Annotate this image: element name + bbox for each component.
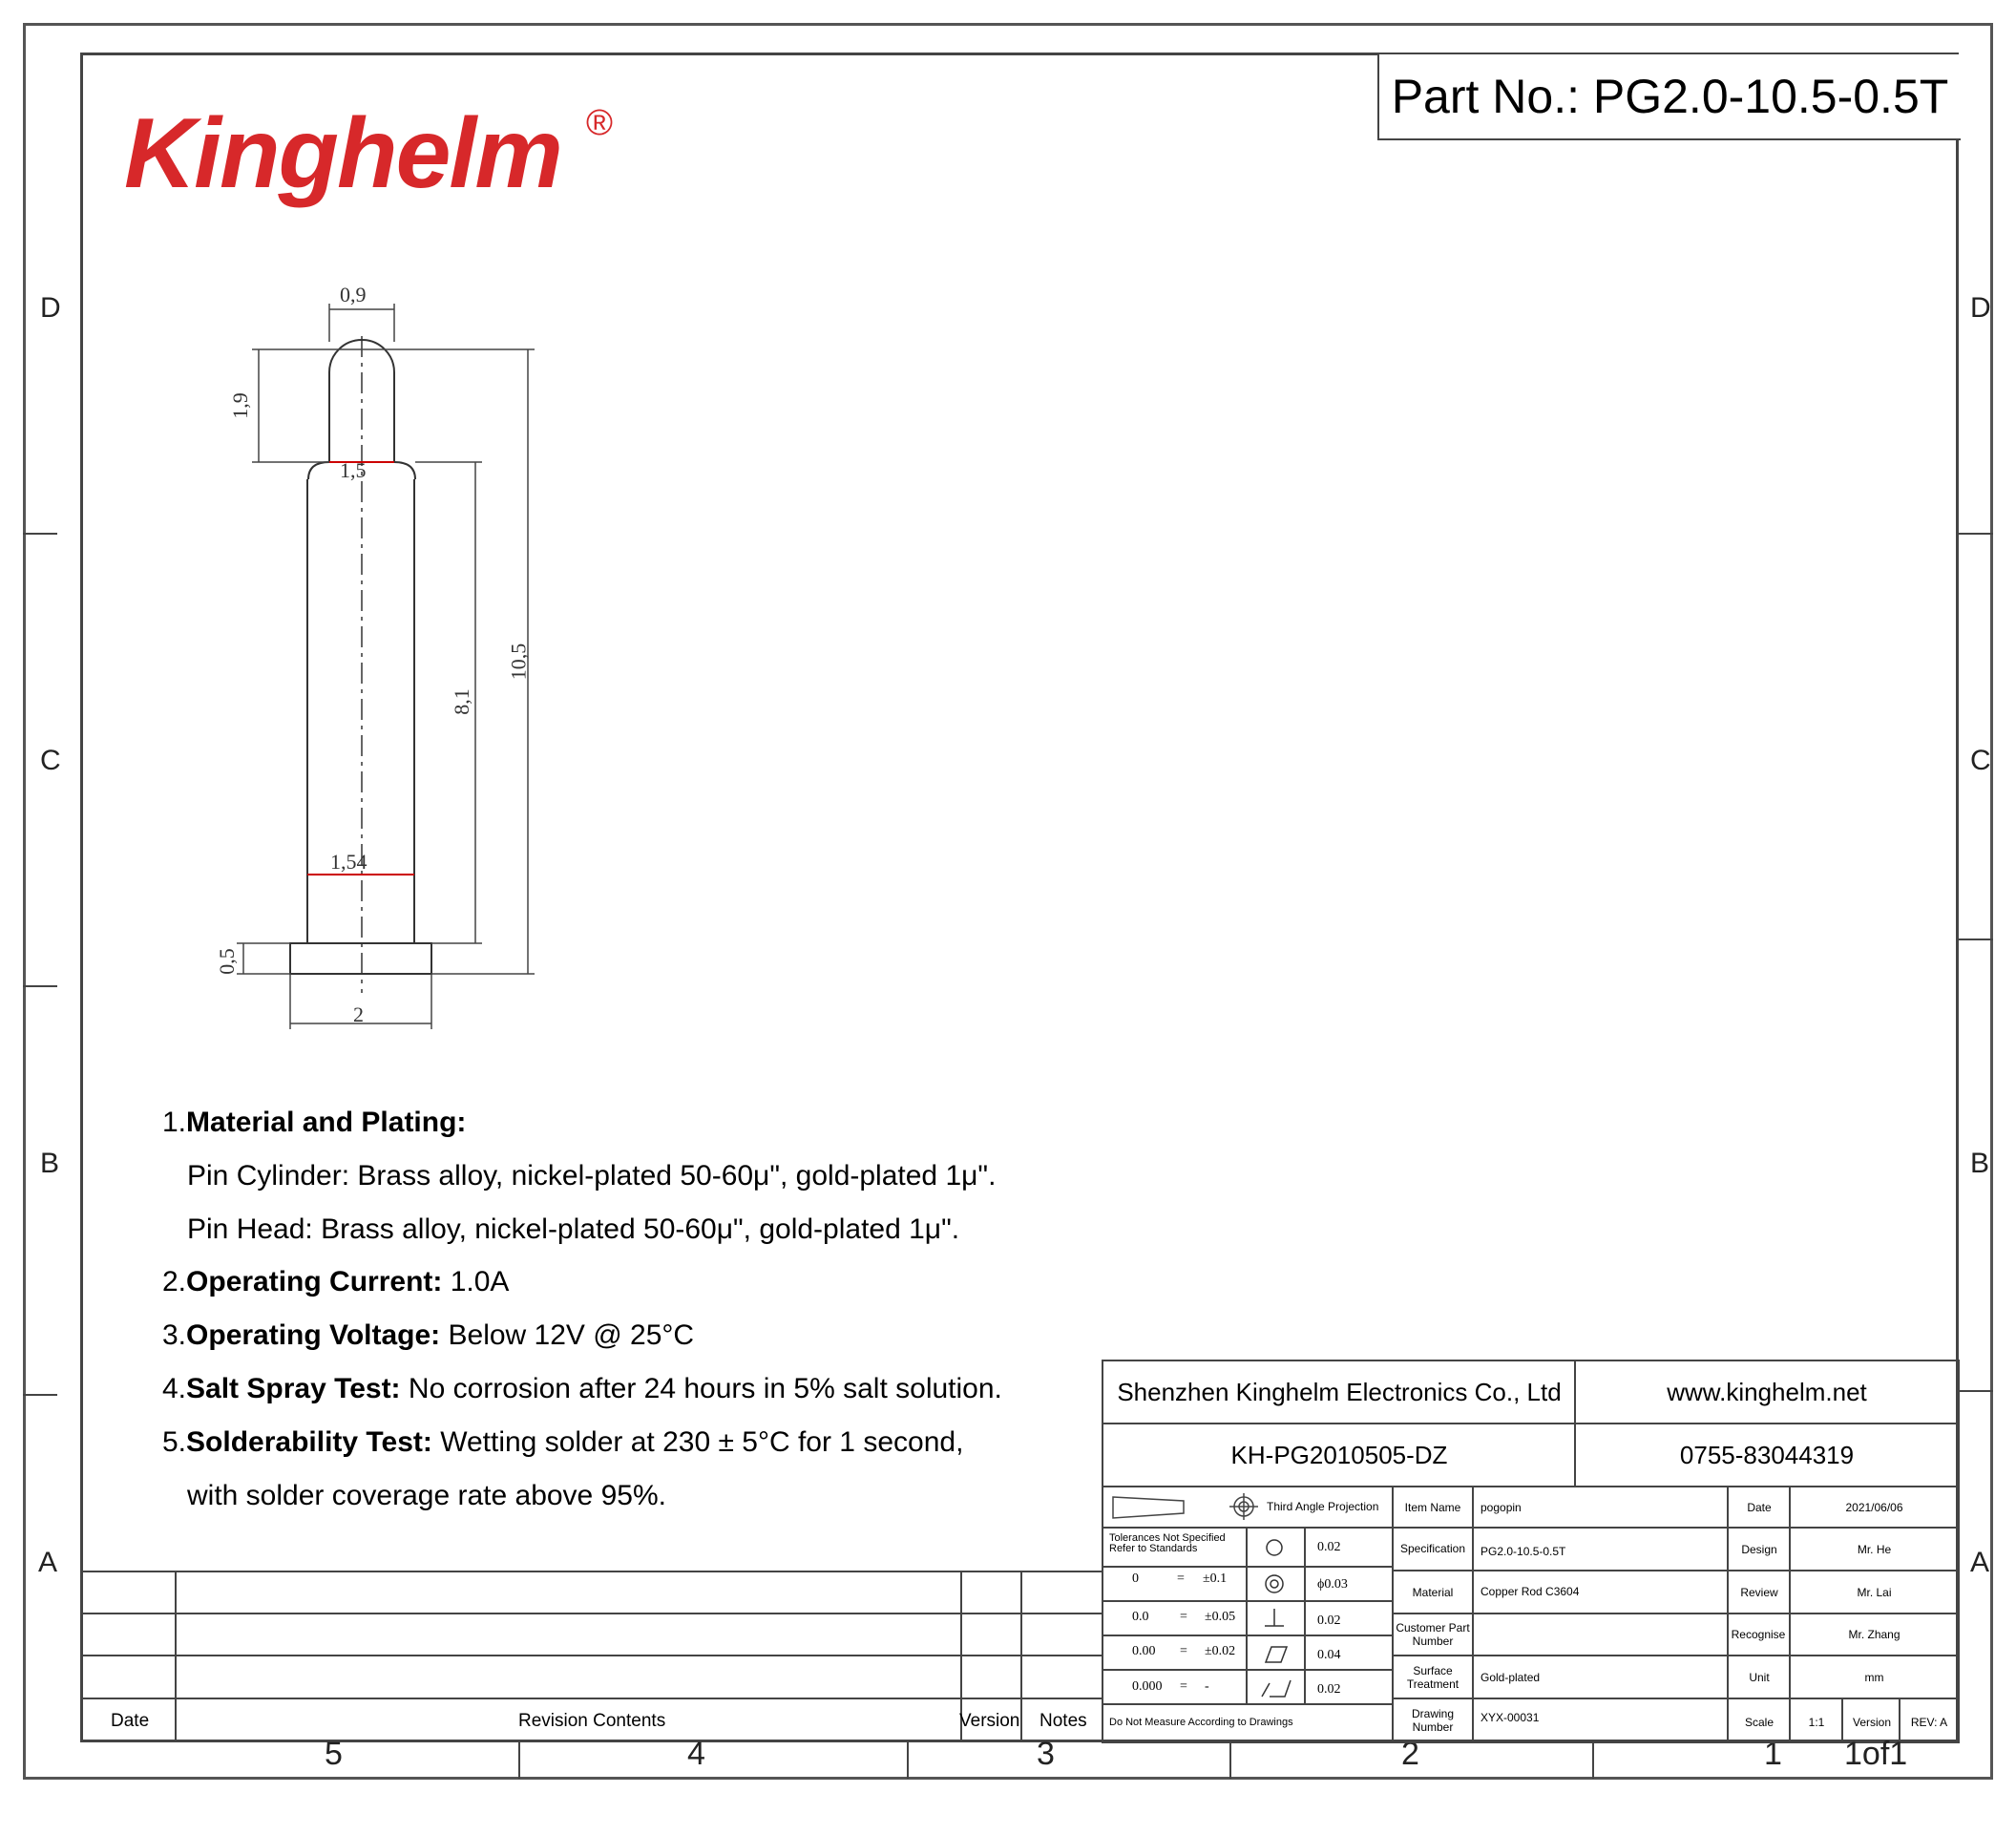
zone-right-d: D <box>1970 292 1991 324</box>
field-label: Material <box>1412 1586 1454 1599</box>
do-not-measure-note: Do Not Measure According to Drawings <box>1109 1717 1293 1728</box>
scale-value: 1:1 <box>1808 1716 1825 1729</box>
right-label: Recognise <box>1731 1628 1786 1641</box>
scale-label: Scale <box>1744 1716 1774 1729</box>
note-line: 1.Material and Plating: <box>162 1107 467 1138</box>
version-label: Version <box>1852 1716 1892 1729</box>
field-label: Item Name <box>1404 1501 1461 1514</box>
company-name: Shenzhen Kinghelm Electronics Co., Ltd <box>1117 1377 1562 1406</box>
geometric-value: 0.02 <box>1317 1614 1341 1628</box>
registered-mark: ® <box>586 103 613 143</box>
note-line: Pin Head: Brass alloy, nickel-plated 50-60μ", gold-plated 1μ". <box>187 1213 960 1245</box>
note-line: 5.Solderability Test: Wetting solder at 230 ± 5°C for 1 second, <box>162 1425 964 1458</box>
note-line: with solder coverage rate above 95%. <box>187 1479 666 1511</box>
brand-logo: Kinghelm <box>124 98 561 209</box>
dim-tip-width: 0,9 <box>340 283 367 306</box>
tolerance-eq: = <box>1180 1644 1187 1658</box>
field-label: Specification <box>1399 1542 1466 1555</box>
tolerance-b: ±0.05 <box>1205 1610 1236 1624</box>
dim-total-length: 10,5 <box>506 643 531 681</box>
projection-label: Third Angle Projection <box>1267 1500 1379 1513</box>
dim-flange-thickness: 0,5 <box>214 948 239 975</box>
zone-right-b: B <box>1970 1148 1990 1179</box>
zone-left-b: B <box>40 1148 60 1179</box>
field-value: Copper Rod C3604 <box>1480 1585 1580 1598</box>
geometric-value: 0.02 <box>1317 1682 1341 1697</box>
dim-collar: 1,5 <box>340 458 367 482</box>
version-value: REV: A <box>1910 1716 1948 1729</box>
note-line: 2.Operating Current: 1.0A <box>162 1266 510 1298</box>
zone-left-a: A <box>38 1547 58 1578</box>
tolerance-b: ±0.02 <box>1205 1644 1236 1658</box>
part-number: Part No.: PG2.0-10.5-0.5T <box>1377 54 1961 140</box>
field-value <box>1480 1615 1724 1654</box>
zone-bottom-3: 3 <box>1037 1736 1055 1772</box>
field-value: PG2.0-10.5-0.5T <box>1480 1545 1566 1558</box>
revision-header-date: Date <box>111 1711 150 1731</box>
field-value: Gold-plated <box>1480 1670 1541 1684</box>
geometric-value: 0.02 <box>1317 1540 1341 1554</box>
field-value: XYX-00031 <box>1480 1711 1540 1724</box>
dim-body-dia: 1,54 <box>330 850 368 874</box>
tolerance-a: 0.000 <box>1132 1679 1163 1694</box>
note-line: Pin Cylinder: Brass alloy, nickel-plated 50-60μ", gold-plated 1μ". <box>187 1159 997 1192</box>
geometric-value: ϕ0.03 <box>1317 1577 1348 1592</box>
zone-bottom-5: 5 <box>325 1736 343 1772</box>
field-label: Customer Part Number <box>1396 1621 1470 1648</box>
zone-right-c: C <box>1970 745 1991 776</box>
zone-bottom-1: 1 <box>1764 1736 1782 1772</box>
sheet-count: 1of1 <box>1844 1736 1908 1772</box>
concentricity-icon <box>1266 1575 1283 1592</box>
tolerance-eq: = <box>1180 1610 1187 1624</box>
company-website[interactable]: www.kinghelm.net <box>1667 1377 1867 1406</box>
dim-body-length: 8,1 <box>449 688 473 715</box>
field-label: Drawing Number <box>1411 1707 1454 1734</box>
tolerance-a: 0.00 <box>1132 1644 1156 1658</box>
zone-bottom-4: 4 <box>687 1736 705 1772</box>
geometric-value: 0.04 <box>1317 1648 1341 1662</box>
zone-right-a: A <box>1970 1547 1990 1578</box>
right-label: Design <box>1741 1543 1777 1556</box>
revision-header-notes: Notes <box>1040 1711 1087 1731</box>
tolerance-a: 0.0 <box>1132 1610 1149 1624</box>
right-value: Mr. Zhang <box>1848 1628 1900 1641</box>
zone-left-d: D <box>40 292 61 324</box>
circularity-icon <box>1267 1540 1282 1555</box>
right-label: Review <box>1740 1586 1778 1599</box>
tolerance-title: Tolerances Not Specified Refer to Standards <box>1109 1532 1226 1554</box>
tolerance-a: 0 <box>1132 1571 1139 1586</box>
right-label: Unit <box>1749 1670 1770 1684</box>
tolerance-eq: = <box>1177 1571 1185 1586</box>
runout-icon <box>1262 1680 1291 1697</box>
dim-tip-height: 1,9 <box>227 392 252 419</box>
right-value: Mr. He <box>1857 1543 1892 1556</box>
field-value: pogopin <box>1480 1501 1522 1514</box>
flatness-icon <box>1266 1647 1287 1662</box>
tolerance-b: - <box>1205 1679 1209 1694</box>
revision-header-version: Version <box>959 1711 1020 1731</box>
right-value: 2021/06/06 <box>1845 1501 1903 1514</box>
company-phone: 0755-83044319 <box>1679 1440 1855 1469</box>
right-label: Date <box>1747 1501 1772 1514</box>
dim-flange-dia: 2 <box>353 1002 364 1026</box>
tolerance-b: ±0.1 <box>1203 1571 1228 1586</box>
revision-header-contents: Revision Contents <box>518 1711 666 1731</box>
right-value: mm <box>1864 1670 1884 1684</box>
zone-bottom-2: 2 <box>1401 1736 1419 1772</box>
note-line: 3.Operating Voltage: Below 12V @ 25°C <box>162 1319 695 1352</box>
note-line: 4.Salt Spray Test: No corrosion after 24 hours in 5% salt solution. <box>162 1372 1002 1404</box>
right-value: Mr. Lai <box>1857 1586 1892 1599</box>
tolerance-eq: = <box>1180 1679 1187 1694</box>
zone-left-c: C <box>40 745 61 776</box>
field-label: Surface Treatment <box>1406 1663 1460 1691</box>
document-code: KH-PG2010505-DZ <box>1230 1440 1448 1469</box>
